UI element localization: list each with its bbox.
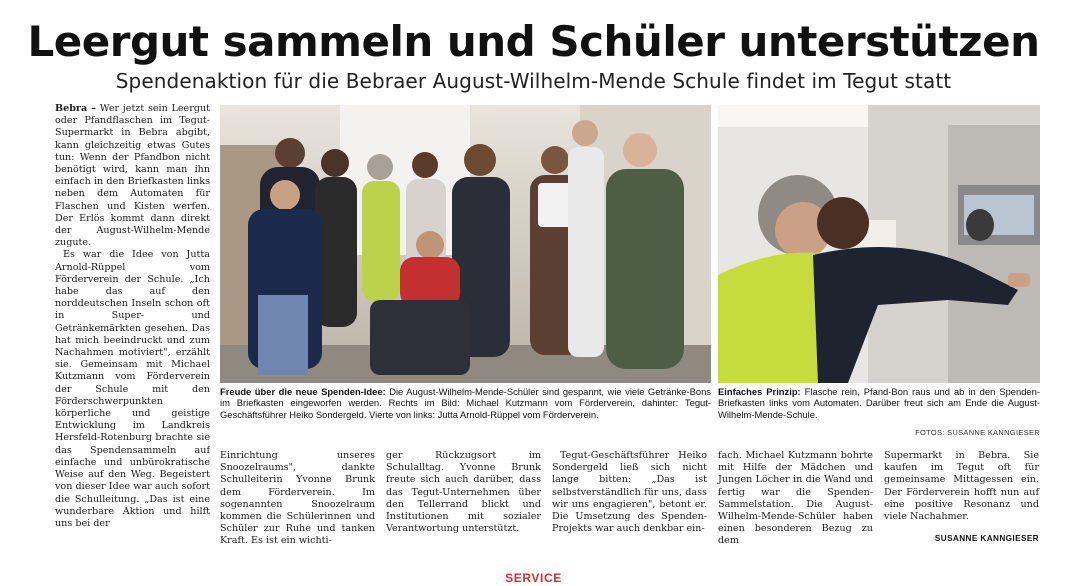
article-headline: Leergut sammeln und Schüler unterstützen [27, 17, 1040, 66]
article-column-2 [220, 450, 375, 548]
paragraph-col5: fach. Michael Kutzmann bohrte mit Hilfe der Mädchen und Jungen Löcher in die Wand und fertig war die Spenden-Sammelstation. Die August-Wilhelm-Mende-Schüler haben einen besonderen Bezug zu dem [718, 450, 873, 547]
article-column-1 [55, 103, 210, 541]
caption-lead: Freude über die neue Spenden-Idee: [220, 386, 386, 397]
section-label-service: SERVICE [505, 571, 562, 585]
paragraph-col6: Supermarkt in Bebra. Sie kaufen im Tegut oft für gemeinsame Mittagessen ein. Der Förderverein hofft nun auf eine positive Resonanz und viele Nachahmer. [884, 450, 1039, 523]
caption-lead: Einfaches Prinzip: [718, 386, 801, 397]
article-column-6 [884, 450, 1039, 523]
machine-photo-caption [718, 386, 1040, 420]
article-column-4 [552, 450, 707, 535]
author-byline: SUSANNE KANNGIESER [934, 534, 1039, 543]
group-photo [220, 105, 711, 383]
paragraph-2: Es war die Idee von Jutta Arnold-Rüppel vom Förderverein der Schule. „Ich habe das auf den norddeutschen Inseln schon oft in Super- und Getränkemärkten gesehen. Das hat mich beeindruckt und zum Nachahmen motiviert", erzählt sie. Gemeinsam mit Michael Kutzmann vom Förderverein der Schule mit den Förderschwerpunkten körperliche und geistige Entwicklung im Landkreis Hersfeld-Rotenburg brachte sie das Spendensammeln auf einfache und unbürokratische Weise auf den Weg. Begeistert von dieser Idee war auch sofort die Schulleitung. „Das ist eine wunderbare Aktion und hilft uns bei der [55, 249, 210, 529]
photo-credit: FOTOS: SUSANNE KANNGIESER [915, 428, 1040, 437]
paragraph-col3: ger Rückzugsort im Schulalltag. Yvonne Brunk freute sich auch darüber, dass das Tegut-Unternehmen über den Tellerrand blickt und Institutionen mit sozialer Verantwortung unterstützt. [386, 450, 541, 535]
paragraph-col4: Tegut-Geschäftsführer Heiko Sondergeld ließ sich nicht lange bitten: „Das ist selbstverständlich für uns, dass wir uns engagieren", betont er. Die Umsetzung des Spenden-Projekts war auch denkbar ein- [552, 450, 707, 535]
group-photo-caption [220, 386, 711, 420]
caption-text: Flasche rein, Pfand-Bon raus und ab in den Spenden-Briefkasten links vom Automaten. Darüber freut sich am Ende die August-Wilhelm-Mende-Schule. [718, 386, 1040, 420]
article-subheadline: Spendenaktion für die Bebraer August-Wilhelm-Mende Schule findet im Tegut statt [115, 69, 952, 93]
dateline: Bebra – [55, 103, 97, 114]
machine-photo [718, 105, 1040, 383]
caption-text: Die August-Wilhelm-Mende-Schüler sind gespannt, wie viele Getränke-Bons im Briefkasten eingeworfen werden. Rechts im Bild: Michael Kutzmann vom Förderverein, dahinter: Tegut-Geschäftsführer Heiko Sondergeld. Vierte von links: Jutta Arnold-Rüppel vom Förderverein. [220, 386, 711, 420]
article-column-3 [386, 450, 541, 535]
article-column-5 [718, 450, 873, 548]
paragraph-col2: Einrichtung unseres Snoozelraums", dankte Schulleiterin Yvonne Brunk dem Förderverein. Im sogenannten Snoozelraum kommen die Schülerinnen und Schüler zur Ruhe und tanken Kraft. Es ist ein wichti- [220, 450, 375, 547]
paragraph-1: Wer jetzt sein Leergut oder Pfandflaschen im Tegut-Supermarkt in Bebra abgibt, kann gleichzeitig etwas Gutes tun: Wenn der Pfandbon nicht benötigt wird, kann man ihn einfach in den Briefkasten links neben dem Automaten für Flaschen und Kisten werfen. Der Erlös kommt dann direkt der August-Wilhelm-Mende zugute. [55, 103, 210, 249]
